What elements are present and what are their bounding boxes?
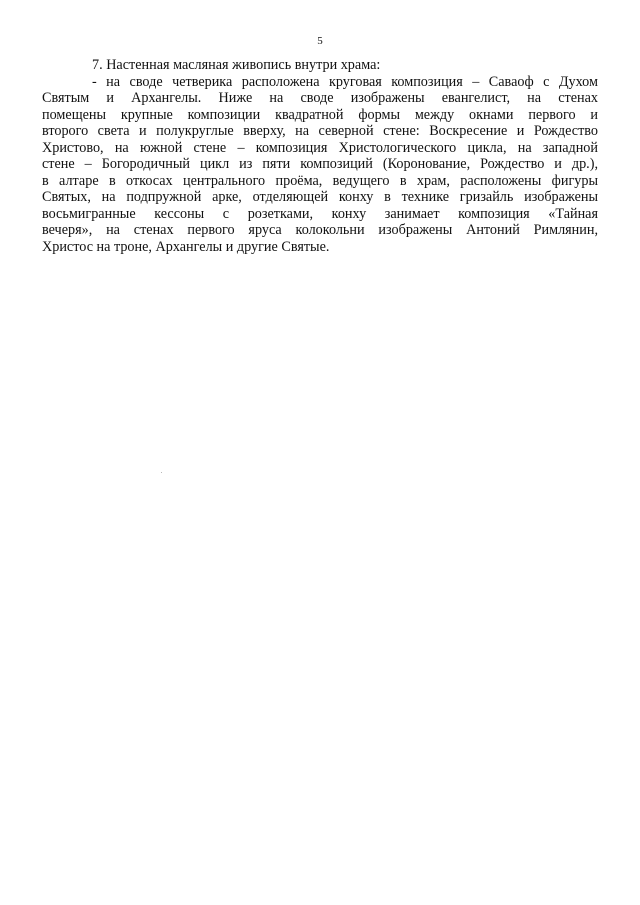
page-number: 5 [317, 35, 323, 47]
paragraph-line: в алтаре в откосах центрального проёма, ведущего в храм, расположены фигуры [42, 172, 598, 189]
paragraph-line: Христово, на южной стене – композиция Христологического цикла, на западной [42, 139, 598, 156]
scan-speck [161, 472, 162, 473]
paragraph-line: - на своде четверика расположена круговая композиция – Саваоф с Духом [92, 73, 598, 90]
paragraph-line: Христос на троне, Архангелы и другие Святые. [42, 238, 330, 255]
section-paragraph [42, 74, 598, 256]
paragraph-line: стене – Богородичный цикл из пяти композиций (Коронование, Рождество и др.), [42, 156, 598, 172]
paragraph-line: восьмигранные кессоны с розетками, конху занимает композиция «Тайная [42, 205, 598, 222]
section-heading: 7. Настенная масляная живопись внутри храма: [92, 57, 381, 73]
paragraph-line: Святым и Архангелы. Ниже на своде изображены евангелист, на стенах [42, 90, 598, 106]
paragraph-line: второго света и полукруглые вверху, на северной стене: Воскресение и Рождество [42, 123, 598, 139]
paragraph-line: Святых, на подпружной арке, отделяющей конху в технике гризайль изображены [42, 189, 598, 205]
paragraph-line: помещены крупные композиции квадратной формы между окнами первого и [42, 106, 598, 123]
paragraph-line: вечеря», на стенах первого яруса колокольни изображены Антоний Римлянин, [42, 222, 598, 238]
section-content [42, 57, 598, 255]
